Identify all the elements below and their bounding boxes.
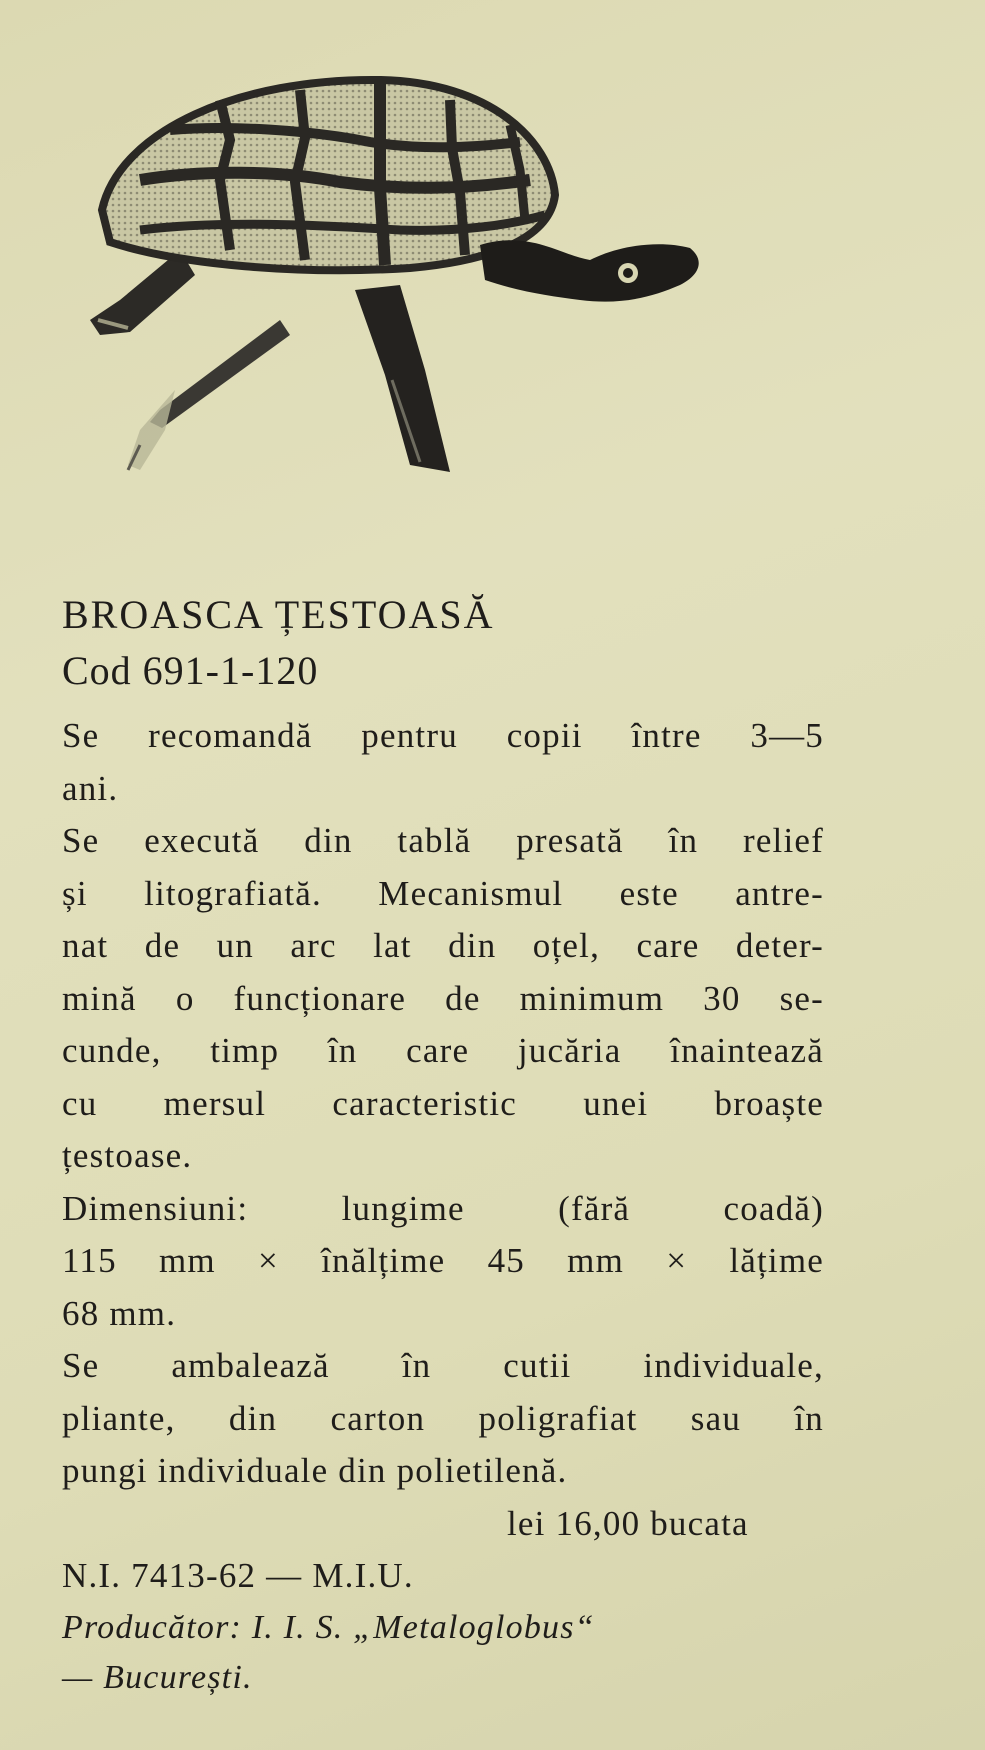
description-line: Se recomandă pentru copii între 3—5 (62, 716, 824, 755)
price: lei 16,00 bucata (507, 1503, 749, 1543)
description-line: și litografiată. Mecanismul este antre- (62, 873, 824, 913)
packaging-line: pungi individuale din polietilenă. (62, 1451, 568, 1490)
product-title: BROASCA ȚESTOASĂ (62, 592, 495, 637)
producer-city: — București. (62, 1658, 253, 1696)
product-code: Cod 691-1-120 (62, 648, 319, 693)
turtle-head (480, 240, 699, 301)
description-line: cu mersul caracteristic unei broaște (62, 1083, 824, 1123)
packaging-line: Se ambalează în cutii individuale, (62, 1346, 824, 1385)
description-line: nat de un arc lat din oțel, care deter- (62, 926, 824, 965)
turtle-back-leg (90, 250, 195, 335)
dimensions-line: 115 mm × înălțime 45 mm × lățime (62, 1241, 824, 1280)
description-line: ani. (62, 768, 119, 808)
description-line: țestoase. (62, 1136, 193, 1175)
turtle-front-leg (355, 285, 450, 472)
turtle-toy-illustration (80, 70, 800, 540)
description-line: cunde, timp în care jucăria înaintează (62, 1031, 824, 1070)
description-line: mină o funcționare de minimum 30 se- (62, 978, 824, 1018)
turtle-shell (102, 80, 555, 270)
dimensions-line: 68 mm. (62, 1293, 177, 1333)
producer-line: Producător: I. I. S. „Metaloglobus“ (62, 1608, 595, 1646)
description-line: Se execută din tablă presată în relief (62, 821, 824, 860)
dimensions-line: Dimensiuni: lungime (fără coadă) (62, 1188, 824, 1228)
turtle-tail (128, 320, 290, 470)
standard-reference: N.I. 7413-62 — M.I.U. (62, 1556, 414, 1595)
product-description (62, 588, 832, 1703)
packaging-line: pliante, din carton poligrafiat sau în (62, 1398, 824, 1438)
